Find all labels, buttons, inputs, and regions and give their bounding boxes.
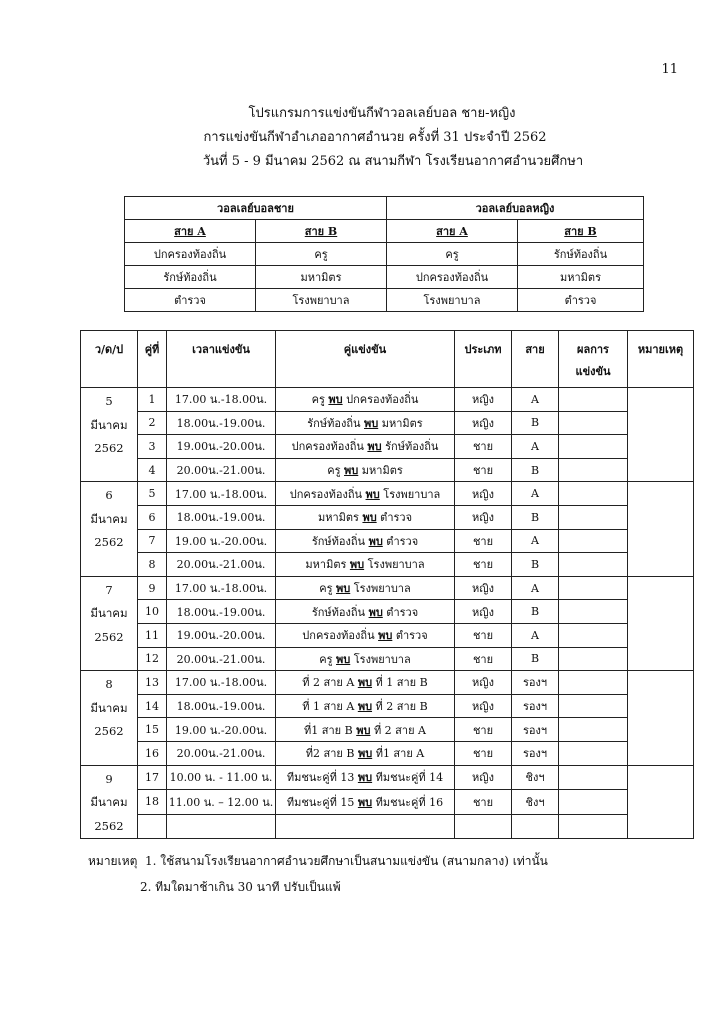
match-group: B: [512, 600, 559, 624]
result-cell: [559, 505, 628, 529]
match-time: 19.00 น.-20.00น.: [167, 718, 276, 742]
page-number: 11: [661, 62, 678, 77]
match-teams: [276, 529, 455, 553]
result-cell: [559, 694, 628, 718]
note-item-2: 2. ทีมใดมาช้าเกิน 30 นาที ปรับเป็นแพ้: [140, 880, 341, 894]
match-time: 18.00น.-19.00น.: [167, 411, 276, 435]
team-a: ปกครองท้องถิ่น: [302, 629, 375, 643]
team-a: ทีมชนะคู่ที่ 13: [286, 771, 355, 785]
result-cell: [559, 765, 628, 790]
match-group: รองฯ: [512, 718, 559, 742]
pair-number: 10: [138, 600, 167, 624]
result-cell: [559, 718, 628, 742]
col-match-header: คู่แข่งขัน: [276, 331, 455, 388]
table-row: [81, 694, 694, 718]
groups-table: [124, 196, 644, 312]
col-group-header: สาย: [512, 331, 559, 388]
match-type: หญิง: [455, 505, 512, 529]
match-group: A: [512, 482, 559, 506]
group-row: [125, 243, 644, 266]
pair-number: 7: [138, 529, 167, 553]
match-time: 19.00น.-20.00น.: [167, 623, 276, 647]
day-cell: [81, 671, 138, 765]
result-cell: [559, 600, 628, 624]
result-cell: [559, 741, 628, 765]
match-group: B: [512, 647, 559, 671]
match-type: ชาย: [455, 741, 512, 765]
result-cell: [559, 458, 628, 482]
match-group: ชิงฯ: [512, 765, 559, 790]
match-teams: [276, 694, 455, 718]
match-teams: [276, 647, 455, 671]
team-b: มหามิตร: [381, 416, 423, 430]
col-pair-header: คู่ที่: [138, 331, 167, 388]
day-month: มีนาคม: [90, 606, 128, 621]
match-time: 20.00น.-21.00น.: [167, 458, 276, 482]
match-group: A: [512, 623, 559, 647]
notes-label: หมายเหตุ: [88, 854, 138, 868]
match-teams: [276, 741, 455, 765]
vs-label: พบ: [336, 652, 351, 666]
match-teams: [276, 671, 455, 695]
team-a: ครู: [311, 393, 325, 407]
pair-number: 16: [138, 741, 167, 765]
match-time: 20.00น.-21.00น.: [167, 741, 276, 765]
team-a: รักษ์ท้องถิ่น: [311, 534, 366, 548]
team-b: ทีมชนะคู่ที่ 16: [375, 795, 444, 809]
table-row: [81, 411, 694, 435]
match-time: 11.00 น. – 12.00 น.: [167, 790, 276, 815]
team-a: มหามิตร: [317, 511, 359, 525]
team-a: ที่ 2 สาย A: [302, 676, 355, 690]
match-time: 10.00 น. - 11.00 น.: [167, 765, 276, 790]
vs-label: พบ: [362, 511, 377, 525]
group-cell: ครู: [256, 243, 387, 266]
table-row: [81, 482, 694, 506]
day-cell: [81, 482, 138, 576]
table-row: [81, 600, 694, 624]
match-group: B: [512, 458, 559, 482]
match-type: ชาย: [455, 647, 512, 671]
table-row: [81, 814, 694, 839]
table-row: [81, 741, 694, 765]
match-group: B: [512, 505, 559, 529]
match-type: หญิง: [455, 671, 512, 695]
table-row: [81, 553, 694, 577]
result-cell: [559, 388, 628, 412]
match-time: 17.00 น.-18.00น.: [167, 388, 276, 412]
vs-label: พบ: [365, 487, 380, 501]
team-b: ปกครองท้องถิ่น: [346, 393, 419, 407]
match-group: ชิงฯ: [512, 790, 559, 815]
match-teams: [276, 553, 455, 577]
team-b: ตำรวจ: [380, 511, 413, 525]
team-b: ที่ 1 สาย B: [375, 676, 428, 690]
day-cell: [81, 765, 138, 839]
result-header-line-1: ผลการ: [577, 343, 609, 356]
vs-label: พบ: [357, 771, 373, 785]
result-cell: [559, 435, 628, 459]
schedule-table: [80, 330, 694, 839]
match-teams: [276, 505, 455, 529]
team-a: ปกครองท้องถิ่น: [289, 487, 363, 501]
team-b: โรงพยาบาล: [367, 558, 425, 572]
note-cell: [628, 482, 694, 576]
day-day: 6: [105, 488, 113, 503]
team-a: มหามิตร: [305, 558, 347, 572]
day-day: 9: [105, 771, 113, 786]
group-row: [125, 289, 644, 312]
pair-number: 11: [138, 623, 167, 647]
group-cell: ปกครองท้องถิ่น: [125, 243, 256, 266]
title-line-1: โปรแกรมการแข่งขันกีฬาวอลเลย์บอล ชาย-หญิง: [248, 106, 516, 121]
team-a: ครู: [327, 464, 341, 478]
team-b: โรงพยาบาล: [383, 487, 441, 501]
team-a: ที่ 1 สาย A: [302, 700, 355, 714]
team-a: ที่2 สาย B: [305, 747, 355, 761]
group-subheader: สาย A: [387, 220, 518, 243]
table-row: [81, 765, 694, 790]
note-cell: [628, 765, 694, 839]
match-teams: [276, 718, 455, 742]
team-b: ที่1 สาย A: [375, 747, 425, 761]
match-teams: [276, 600, 455, 624]
day-day: 7: [105, 582, 113, 597]
vs-label: พบ: [357, 795, 373, 809]
pair-number: 13: [138, 671, 167, 695]
team-b: ที่ 2 สาย A: [373, 723, 426, 737]
table-row: [81, 388, 694, 412]
table-row: [81, 458, 694, 482]
group-cell: มหามิตร: [518, 266, 644, 289]
vs-label: พบ: [367, 440, 382, 454]
note-cell: [628, 576, 694, 670]
pair-number: 2: [138, 411, 167, 435]
day-year: 2562: [94, 629, 124, 644]
vs-label: พบ: [364, 416, 379, 430]
note-cell: [628, 671, 694, 765]
match-teams: [276, 814, 455, 839]
match-time: 18.00น.-19.00น.: [167, 600, 276, 624]
day-month: มีนาคม: [90, 795, 128, 809]
result-cell: [559, 671, 628, 695]
vs-label: พบ: [357, 700, 373, 714]
note-item-1: 1. ใช้สนามโรงเรียนอากาศอำนวยศึกษาเป็นสนามแข่งขัน (สนามกลาง) เท่านั้น: [145, 854, 548, 868]
match-group: B: [512, 553, 559, 577]
notes-section: [88, 848, 548, 900]
day-cell: [81, 388, 138, 482]
result-cell: [559, 623, 628, 647]
table-row: [81, 671, 694, 695]
table-row: [81, 576, 694, 600]
result-cell: [559, 411, 628, 435]
title-line-3: วันที่ 5 - 9 มีนาคม 2562 ณ สนามกีฬา โรงเรียนอากาศอำนวยศึกษา: [202, 154, 584, 169]
match-time: 18.00น.-19.00น.: [167, 505, 276, 529]
match-type: หญิง: [455, 576, 512, 600]
vs-label: พบ: [336, 582, 351, 596]
match-teams: [276, 576, 455, 600]
vs-label: พบ: [378, 629, 393, 643]
table-row: [81, 435, 694, 459]
team-a: ที่1 สาย B: [304, 723, 353, 737]
match-time: 20.00น.-21.00น.: [167, 553, 276, 577]
day-cell: [81, 576, 138, 670]
match-type: ชาย: [455, 553, 512, 577]
pair-number: 15: [138, 718, 167, 742]
vs-label: พบ: [357, 676, 373, 690]
match-teams: [276, 482, 455, 506]
pair-number: 14: [138, 694, 167, 718]
pair-number: 4: [138, 458, 167, 482]
pair-number: 6: [138, 505, 167, 529]
day-day: 8: [105, 677, 113, 692]
result-cell: [559, 647, 628, 671]
pair-number: 3: [138, 435, 167, 459]
table-row: [81, 718, 694, 742]
team-b: ตำรวจ: [386, 605, 419, 619]
match-teams: [276, 458, 455, 482]
match-type: [455, 814, 512, 839]
match-type: ชาย: [455, 790, 512, 815]
pair-number: 1: [138, 388, 167, 412]
female-header: วอลเลย์บอลหญิง: [387, 197, 644, 220]
team-b: ตำรวจ: [386, 534, 419, 548]
day-day: 5: [105, 394, 113, 408]
day-year: 2562: [94, 724, 124, 739]
match-time: 18.00น.-19.00น.: [167, 694, 276, 718]
pair-number: 9: [138, 576, 167, 600]
pair-number: 18: [138, 790, 167, 815]
team-a: ครู: [319, 652, 333, 666]
document-title: [0, 102, 724, 174]
team-a: รักษ์ท้องถิ่น: [311, 605, 366, 619]
group-cell: โรงพยาบาล: [387, 289, 518, 312]
group-cell: รักษ์ท้องถิ่น: [125, 266, 256, 289]
result-cell: [559, 790, 628, 815]
match-type: ชาย: [455, 529, 512, 553]
vs-label: พบ: [357, 747, 373, 761]
match-time: 20.00น.-21.00น.: [167, 647, 276, 671]
match-type: ชาย: [455, 435, 512, 459]
match-type: ชาย: [455, 718, 512, 742]
team-b: ที่ 2 สาย B: [375, 700, 428, 714]
day-year: 2562: [94, 818, 124, 833]
match-type: ชาย: [455, 623, 512, 647]
result-cell: [559, 529, 628, 553]
vs-label: พบ: [368, 534, 383, 548]
group-cell: ครู: [387, 243, 518, 266]
note-cell: [628, 388, 694, 482]
table-row: [81, 529, 694, 553]
day-month: มีนาคม: [90, 511, 128, 526]
pair-number: 17: [138, 765, 167, 790]
match-group: B: [512, 411, 559, 435]
day-year: 2562: [94, 535, 124, 550]
match-type: หญิง: [455, 600, 512, 624]
result-cell: [559, 553, 628, 577]
vs-label: พบ: [328, 393, 343, 407]
match-type: หญิง: [455, 482, 512, 506]
pair-number: 8: [138, 553, 167, 577]
team-a: รักษ์ท้องถิ่น: [307, 416, 361, 430]
day-month: มีนาคม: [90, 417, 128, 432]
male-header: วอลเลย์บอลชาย: [125, 197, 387, 220]
result-cell: [559, 576, 628, 600]
match-type: หญิง: [455, 765, 512, 790]
match-group: รองฯ: [512, 694, 559, 718]
group-subheader: สาย B: [256, 220, 387, 243]
team-b: รักษ์ท้องถิ่น: [385, 440, 439, 454]
team-b: โรงพยาบาล: [353, 652, 411, 666]
match-time: 17.00 น.-18.00น.: [167, 576, 276, 600]
result-header-line-2: แข่งขัน: [575, 365, 611, 378]
group-cell: ปกครองท้องถิ่น: [387, 266, 518, 289]
match-teams: [276, 790, 455, 815]
col-note-header: หมายเหตุ: [628, 331, 694, 388]
match-group: A: [512, 435, 559, 459]
match-group: รองฯ: [512, 671, 559, 695]
match-teams: [276, 435, 455, 459]
match-teams: [276, 411, 455, 435]
match-type: หญิง: [455, 388, 512, 412]
pair-number: 5: [138, 482, 167, 506]
match-teams: [276, 623, 455, 647]
vs-label: พบ: [344, 464, 359, 478]
match-group: A: [512, 529, 559, 553]
team-b: โรงพยาบาล: [353, 582, 411, 596]
schedule-body: [81, 388, 694, 839]
col-result-header: [559, 331, 628, 388]
match-type: ชาย: [455, 458, 512, 482]
match-time: 17.00 น.-18.00น.: [167, 671, 276, 695]
pair-number: [138, 814, 167, 839]
match-group: รองฯ: [512, 741, 559, 765]
match-type: หญิง: [455, 411, 512, 435]
day-month: มีนาคม: [90, 700, 128, 715]
team-b: ตำรวจ: [395, 629, 428, 643]
group-subheader: สาย B: [518, 220, 644, 243]
group-row: [125, 266, 644, 289]
match-type: หญิง: [455, 694, 512, 718]
group-cell: โรงพยาบาล: [256, 289, 387, 312]
result-cell: [559, 482, 628, 506]
match-teams: [276, 388, 455, 412]
team-b: ทีมชนะคู่ที่ 14: [375, 771, 444, 785]
vs-label: พบ: [349, 558, 365, 572]
match-teams: [276, 765, 455, 790]
match-time: [167, 814, 276, 839]
pair-number: 12: [138, 647, 167, 671]
match-time: 19.00น.-20.00น.: [167, 435, 276, 459]
col-time-header: เวลาแข่งขัน: [167, 331, 276, 388]
col-date-header: ว/ด/ป: [81, 331, 138, 388]
match-group: A: [512, 388, 559, 412]
day-year: 2562: [94, 441, 124, 455]
match-time: 19.00 น.-20.00น.: [167, 529, 276, 553]
table-row: [81, 505, 694, 529]
vs-label: พบ: [368, 605, 383, 619]
title-line-2: การแข่งขันกีฬาอำเภออากาศอำนวย ครั้งที่ 31 ประจำปี 2562: [203, 130, 547, 145]
match-group: A: [512, 576, 559, 600]
table-row: [81, 647, 694, 671]
group-cell: รักษ์ท้องถิ่น: [518, 243, 644, 266]
col-type-header: ประเภท: [455, 331, 512, 388]
vs-label: พบ: [356, 723, 371, 737]
table-row: [81, 623, 694, 647]
match-group: [512, 814, 559, 839]
group-subheader: สาย A: [125, 220, 256, 243]
group-cell: มหามิตร: [256, 266, 387, 289]
result-cell: [559, 814, 628, 839]
team-b: มหามิตร: [361, 464, 403, 478]
match-time: 17.00 น.-18.00น.: [167, 482, 276, 506]
team-a: ครู: [319, 582, 333, 596]
group-cell: ตำรวจ: [125, 289, 256, 312]
team-a: ทีมชนะคู่ที่ 15: [286, 795, 355, 809]
team-a: ปกครองท้องถิ่น: [291, 440, 364, 454]
group-cell: ตำรวจ: [518, 289, 644, 312]
table-row: [81, 790, 694, 815]
